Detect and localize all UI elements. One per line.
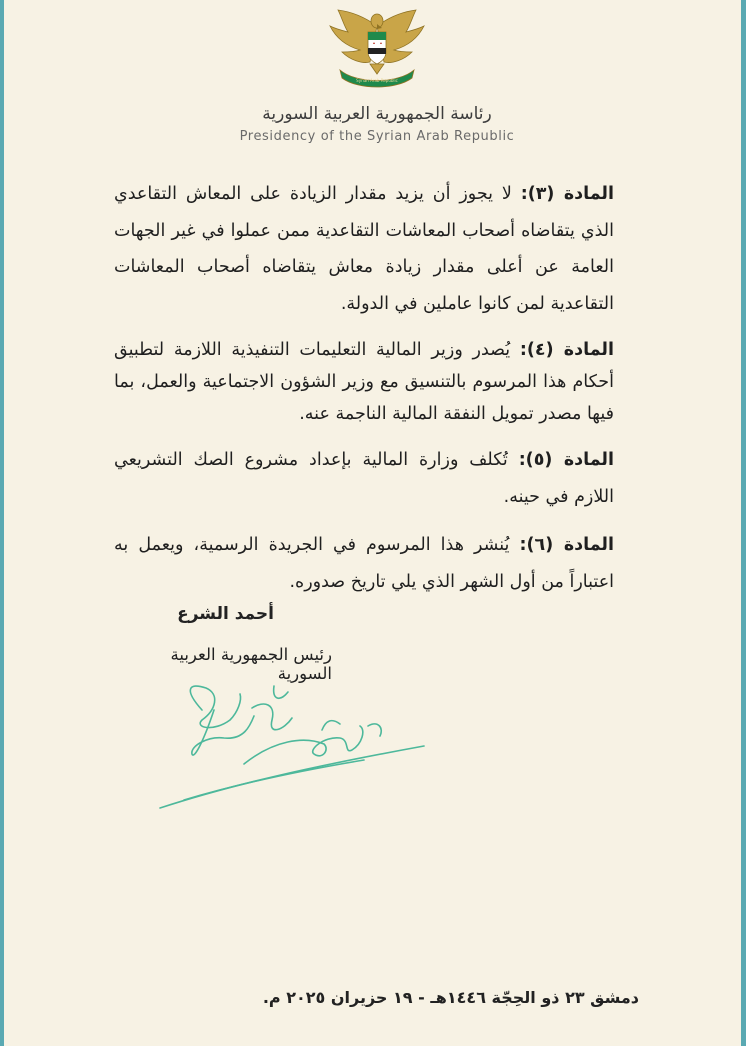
decree-body (114, 176, 614, 612)
article-text: لا يجوز أن يزيد مقدار الزيادة على المعاش التقاعدي الذي يتقاضاه أصحاب المعاشات التقاعدية ممن عملوا في غير الجهات العامة عن أعلى مقدار زيادة معاش يتقاضاه أصحاب المعاشات التقاعدية لمن كانوا عاملين في الدولة. (114, 184, 614, 314)
eagle-emblem-icon (326, 8, 428, 90)
article-text: يُنشر هذا المرسوم في الجريدة الرسمية، ويعمل به اعتباراً من أول الشهر الذي يلي تاريخ صدوره. (114, 535, 614, 592)
article-text: يُصدر وزير المالية التعليمات التنفيذية اللازمة لتطبيق أحكام هذا المرسوم بالتنسيق مع وزير الشؤون الاجتماعية والعمل، بما فيها مصدر تمويل النفقة المالية الناجمة عنه. (114, 340, 614, 424)
article-label: المادة (٥): (518, 450, 615, 470)
article-6 (114, 527, 614, 600)
header-title-arabic: رئاسة الجمهورية العربية السورية (262, 104, 492, 124)
header-title-english: Presidency of the Syrian Arab Republic (239, 129, 515, 144)
article-text: تُكلف وزارة المالية بإعداد مشروع الصك التشريعي اللازم في حينه. (114, 450, 614, 507)
signatory-name: أحمد الشرع (177, 604, 274, 624)
date-line: دمشق ٢٣ ذو الحِجّة ١٤٤٦هـ - ١٩ حزيران ٢٠٢٥ م. (262, 988, 639, 1007)
signatory-title: رئيس الجمهورية العربية السورية (170, 645, 332, 683)
article-4 (114, 334, 614, 430)
article-label: المادة (٦): (519, 535, 614, 555)
handwritten-signature (154, 680, 434, 815)
article-3 (114, 176, 614, 322)
svg-text:Syrian Arab Republic: Syrian Arab Republic (356, 78, 398, 83)
article-5 (114, 442, 614, 515)
article-label: المادة (٣): (520, 184, 614, 204)
article-label: المادة (٤): (519, 340, 614, 360)
